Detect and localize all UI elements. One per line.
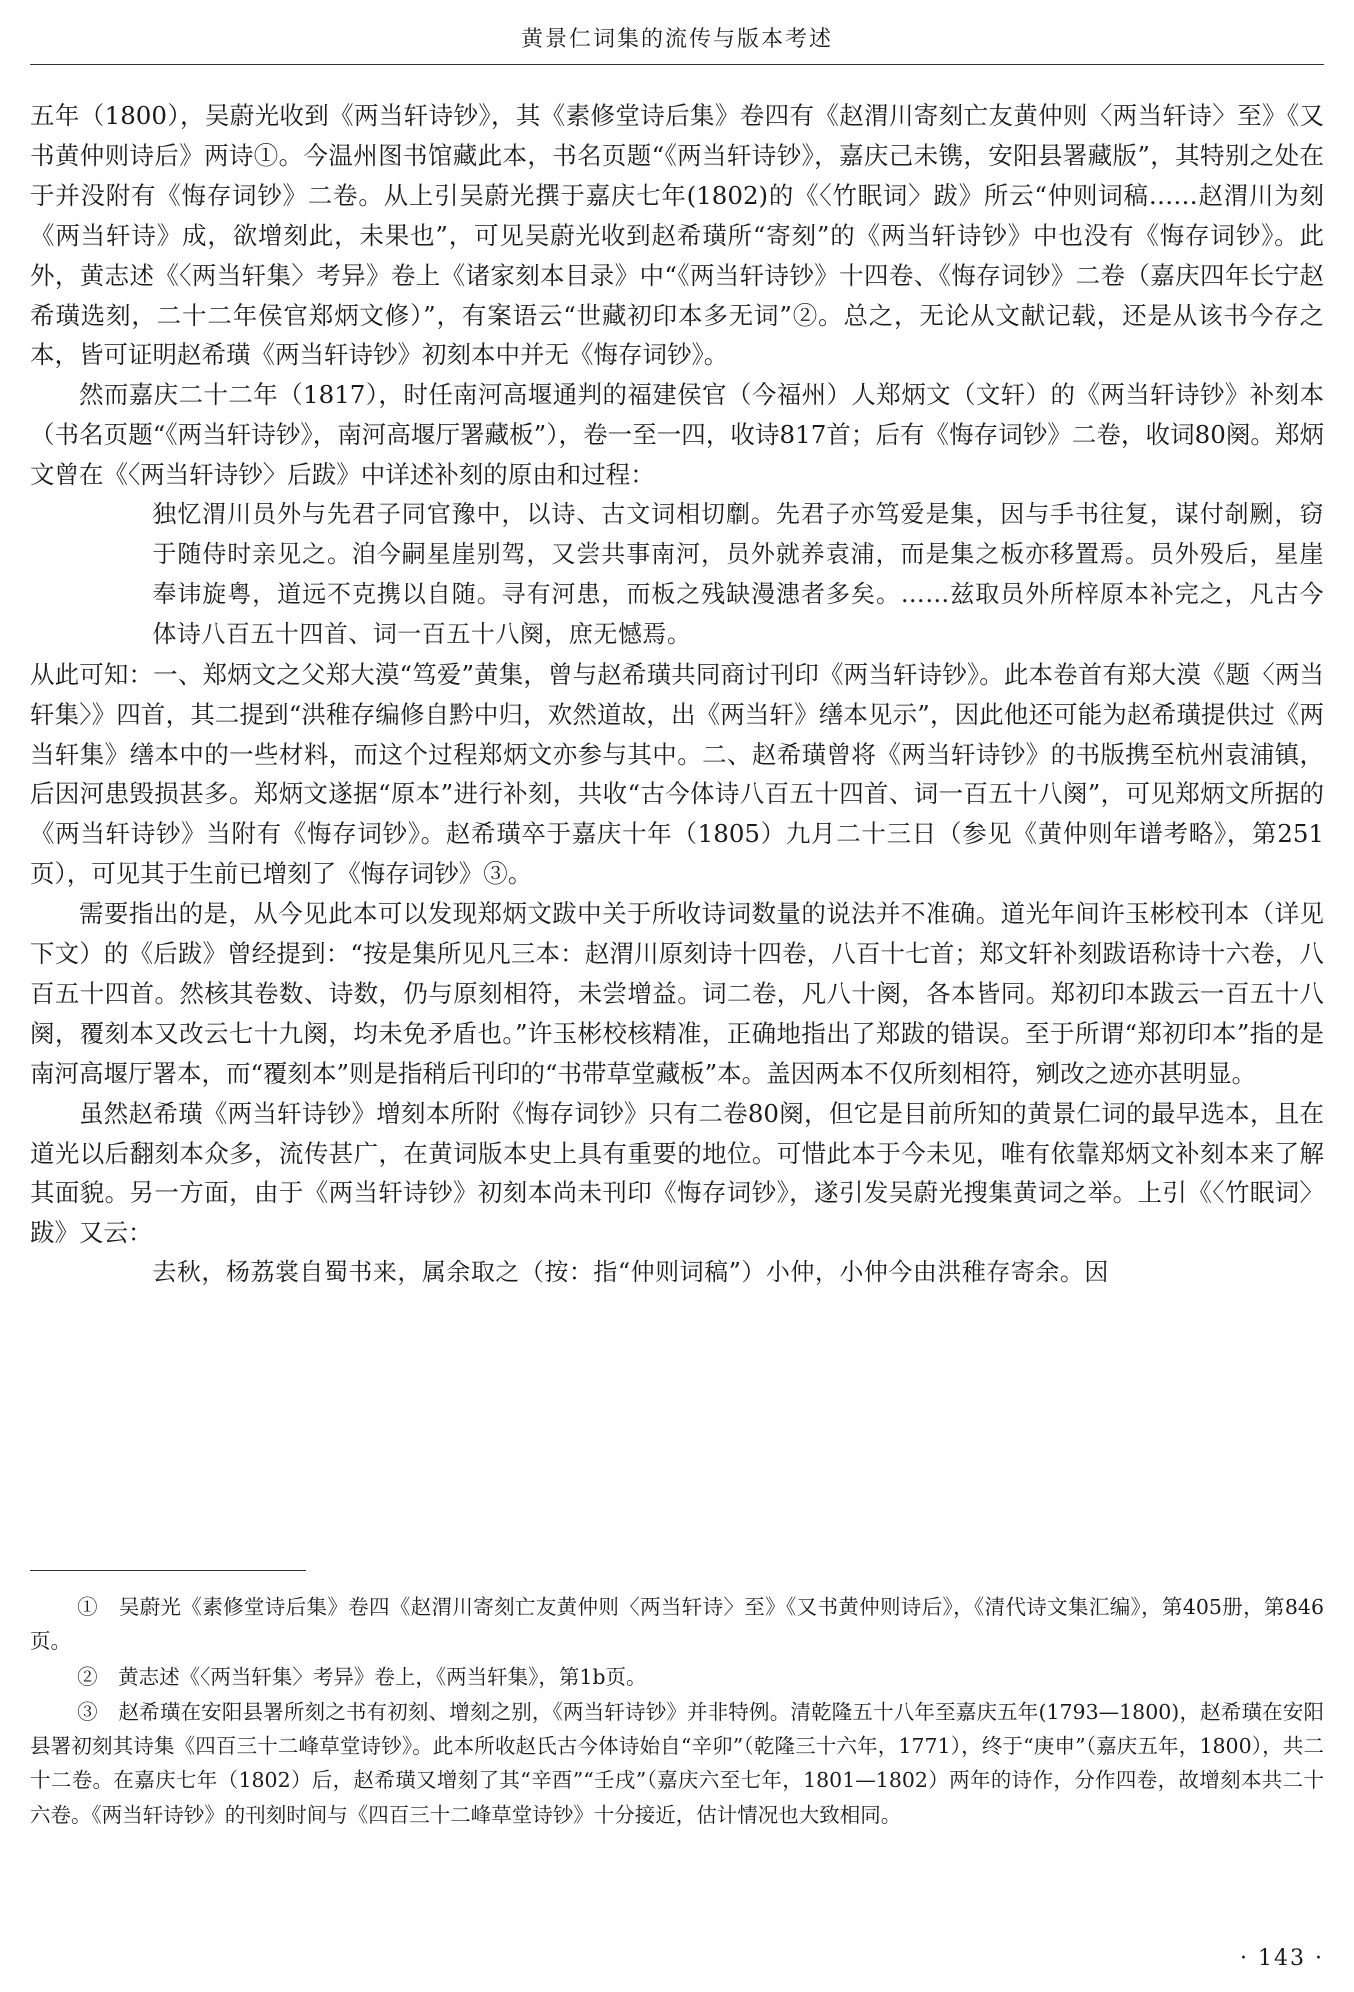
page-number: · 143 · <box>1240 1946 1324 1971</box>
paragraph-4: 需要指出的是，从今见此本可以发现郑炳文跋中关于所收诗词数量的说法并不准确。道光年间许玉彬校刊本（详见下文）的《后跋》曾经提到：“按是集所见凡三本：赵渭川原刻诗十四卷，八百十七首；郑文轩补刻跋语称诗十六卷，八百五十四首。然核其卷数、诗数，仍与原刻相符，未尝增益。词二卷，凡八十阕，各本皆同。郑初印本跋云一百五十八阕，覆刻本又改云七十九阕，均未免矛盾也。”许玉彬校核精准，正确地指出了郑跋的错误。至于所谓“郑初印本”指的是南河高堰厅署本，而“覆刻本”则是指稍后刊印的“书带草堂藏板”本。盖因两本不仅所刻相符，剜改之迹亦甚明显。 <box>30 899 1324 1088</box>
footnote-1: ① 吴蔚光《素修堂诗后集》卷四《赵渭川寄刻亡友黄仲则〈两当轩诗〉至》《又书黄仲则诗后》，《清代诗文集汇编》，第405册，第846页。 <box>30 1595 1324 1654</box>
running-header: 黄景仁词集的流传与版本考述 <box>520 27 833 52</box>
footnote-rule <box>30 1570 306 1571</box>
paragraph-3: 从此可知：一、郑炳文之父郑大漠“笃爱”黄集，曾与赵希璜共同商讨刊印《两当轩诗钞》。此本卷首有郑大漠《题〈两当轩集〉》四首，其二提到“洪稚存编修自黔中归，欢然道故，出《两当轩》缮本见示”，因此他还可能为赵希璜提供过《两当轩集》缮本中的一些材料，而这个过程郑炳文亦参与其中。二、赵希璜曾将《两当轩诗钞》的书版携至杭州袁浦镇，后因河患毁损甚多。郑炳文遂据“原本”进行补刻，共收“古今体诗八百五十四首、词一百五十八阕”，可见郑炳文所据的《两当轩诗钞》当附有《悔存词钞》。赵希璜卒于嘉庆十年（1805）九月二十三日（参见《黄仲则年谱考略》，第251页），可见其于生前已增刻了《悔存词钞》③。 <box>30 659 1324 889</box>
main-text <box>30 96 1324 1293</box>
footnote-3: ③ 赵希璜在安阳县署所刻之书有初刻、增刻之别，《两当轩诗钞》并非特例。清乾隆五十八年至嘉庆五年(1793—1800)，赵希璜在安阳县署初刻其诗集《四百三十二峰草堂诗钞》。此本所收赵氏古今体诗始自“辛卯”（乾隆三十六年，1771），终于“庚申”（嘉庆五年，1800），共二十二卷。在嘉庆七年（1802）后，赵希璜又增刻了其“辛酉”“壬戌”（嘉庆六至七年，1801—1802）两年的诗作，分作四卷，故增刻本共二十六卷。《两当轩诗钞》的刊刻时间与《四百三十二峰草堂诗钞》十分接近，估计情况也大致相同。 <box>30 1699 1324 1827</box>
paragraph-5: 虽然赵希璜《两当轩诗钞》增刻本所附《悔存词钞》只有二卷80阕，但它是目前所知的黄景仁词的最早选本，且在道光以后翻刻本众多，流传甚广，在黄词版本史上具有重要的地位。可惜此本于今未见，唯有依靠郑炳文补刻本来了解其面貌。另一方面，由于《两当轩诗钞》初刻本尚未刊印《悔存词钞》，遂引发吴蔚光搜集黄词之举。上引《〈竹眠词〉跋》又云： <box>30 1098 1324 1248</box>
block-quote-1: 独忆渭川员外与先君子同官豫中，以诗、古文词相切劘。先君子亦笃爱是集，因与手书往复，谋付剞劂，窃于随侍时亲见之。洎今嗣星崖别驾，又尝共事南河，员外就养袁浦，而是集之板亦移置焉。员外殁后，星崖奉讳旋粤，道远不克携以自随。寻有河患，而板之残缺漫漶者多矣。……兹取员外所梓原本补完之，凡古今体诗八百五十四首、词一百五十八阕，庶无憾焉。 <box>152 500 1324 648</box>
paragraph-2: 然而嘉庆二十二年（1817），时任南河高堰通判的福建侯官（今福州）人郑炳文（文轩）的《两当轩诗钞》补刻本（书名页题“《两当轩诗钞》，南河高堰厅署藏板”），卷一至一四，收诗817首；后有《悔存词钞》二卷，收词80阕。郑炳文曾在《〈两当轩诗钞〉后跋》中详述补刻的原由和过程： <box>30 380 1324 490</box>
block-quote-2: 去秋，杨荔裳自蜀书来，属余取之（按：指“仲则词稿”）小仲，小仲今由洪稚存寄余。因 <box>152 1258 1109 1287</box>
footnote-2: ② 黄志述《〈两当轩集〉考异》卷上，《两当轩集》，第1b页。 <box>77 1664 647 1689</box>
paragraph-1: 五年（1800），吴蔚光收到《两当轩诗钞》，其《素修堂诗后集》卷四有《赵渭川寄刻亡友黄仲则〈两当轩诗〉至》《又书黄仲则诗后》两诗①。今温州图书馆藏此本，书名页题“《两当轩诗钞》，嘉庆己未镌，安阳县署藏版”，其特别之处在于并没附有《悔存词钞》二卷。从上引吴蔚光撰于嘉庆七年(1802)的《〈竹眠词〉跋》所云“仲则词稿……赵渭川为刻《两当轩诗》成，欲增刻此，未果也”，可见吴蔚光收到赵希璜所“寄刻”的《两当轩诗钞》中也没有《悔存词钞》。此外，黄志述《〈两当轩集〉考异》卷上《诸家刻本目录》中“《两当轩诗钞》十四卷、《悔存词钞》二卷（嘉庆四年长宁赵希璜选刻，二十二年侯官郑炳文修）”，有案语云“世藏初印本多无词”②。总之，无论从文献记载，还是从该书今存之本，皆可证明赵希璜《两当轩诗钞》初刻本中并无《悔存词钞》。 <box>30 101 1324 370</box>
header-rule <box>30 64 1324 65</box>
footnotes <box>30 1590 1324 1833</box>
